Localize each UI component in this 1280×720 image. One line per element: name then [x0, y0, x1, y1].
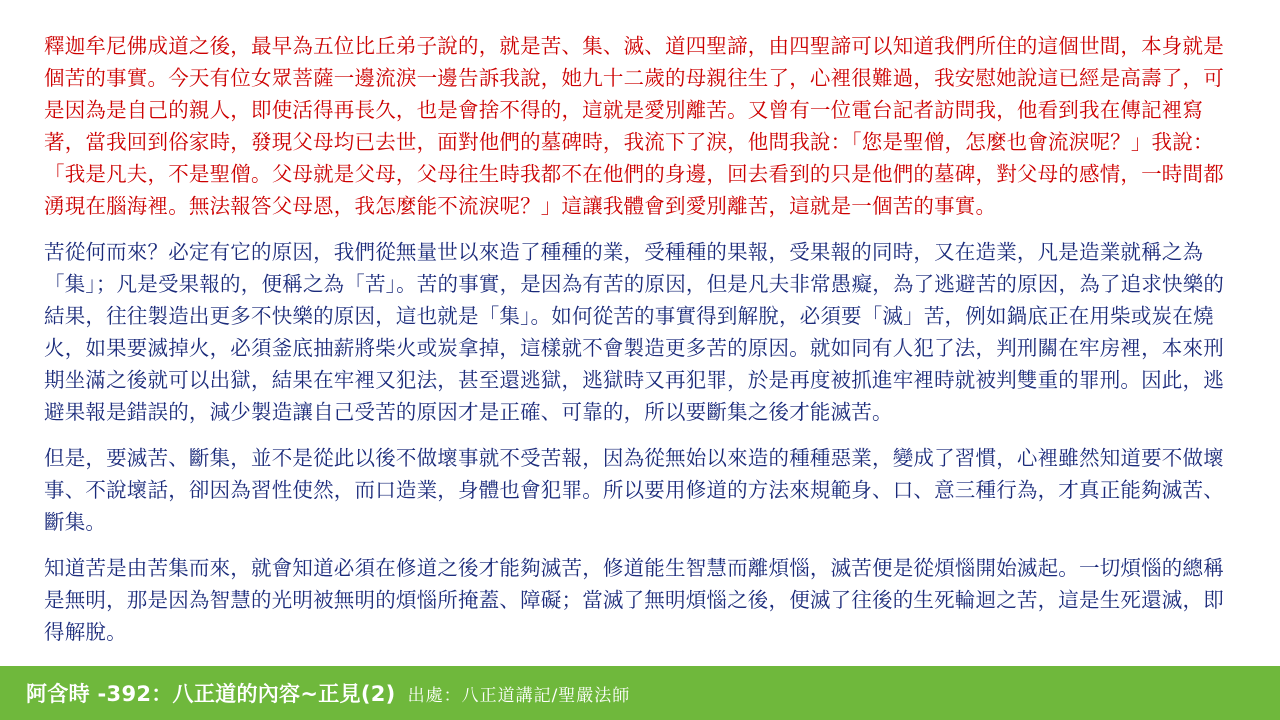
paragraph-4: 知道苦是由苦集而來，就會知道必須在修道之後才能夠滅苦，修道能生智慧而離煩惱，滅苦便是從煩惱開始滅起。一切煩惱的總稱是無明，那是因為智慧的光明被無明的煩惱所掩蓋、障礙；當滅了無明煩惱之後，便滅了往後的生死輪迴之苦，這是生死還滅，即得解脫。	[44, 556, 1224, 644]
main-content	[44, 30, 1240, 648]
footer-source: 出處：八正道講記/聖嚴法師	[407, 685, 631, 706]
footer-title: 阿含時 -392：八正道的內容~正見(2)	[26, 682, 396, 706]
paragraph-3: 但是，要滅苦、斷集，並不是從此以後不做壞事就不受苦報，因為從無始以來造的種種惡業，變成了習慣，心裡雖然知道要不做壞事、不說壞話，卻因為習性使然，而口造業，身體也會犯罪。所以要用修道的方法來規範身、口、意三種行為，才真正能夠滅苦、斷集。	[44, 446, 1224, 534]
paragraph-1: 釋迦牟尼佛成道之後，最早為五位比丘弟子說的，就是苦、集、滅、道四聖諦，由四聖諦可以知道我們所住的這個世間，本身就是個苦的事實。今天有位女眾菩薩一邊流淚一邊告訴我說，她九十二歲的母親往生了，心裡很難過，我安慰她說這已經是高壽了，可是因為是自己的親人，即使活得再長久，也是會捨不得的，這就是愛別離苦。又曾有一位電台記者訪問我，他看到我在傳記裡寫著，當我回到俗家時，發現父母均已去世，面對他們的墓碑時，我流下了淚，他問我說：「您是聖僧，怎麼也會流淚呢？」我說：「我是凡夫，不是聖僧。父母就是父母，父母往生時我都不在他們的身邊，回去看到的只是他們的墓碑，對父母的感情，一時間都湧現在腦海裡。無法報答父母恩，我怎麼能不流淚呢？」這讓我體會到愛別離苦，這就是一個苦的事實。	[44, 34, 1224, 218]
footer-bar	[0, 666, 1280, 720]
paragraph-2: 苦從何而來？必定有它的原因，我們從無量世以來造了種種的業，受種種的果報，受果報的同時，又在造業，凡是造業就稱之為「集」；凡是受果報的，便稱之為「苦」。苦的事實，是因為有苦的原因，但是凡夫非常愚癡，為了逃避苦的原因，為了追求快樂的結果，往往製造出更多不快樂的原因，這也就是「集」。如何從苦的事實得到解脫，必須要「滅」苦，例如鍋底正在用柴或炭在燒火，如果要滅掉火，必須釜底抽薪將柴火或炭拿掉，這樣就不會製造更多苦的原因。就如同有人犯了法，判刑關在牢房裡，本來刑期坐滿之後就可以出獄，結果在牢裡又犯法，甚至還逃獄，逃獄時又再犯罪，於是再度被抓進牢裡時就被判雙重的罪刑。因此，逃避果報是錯誤的，減少製造讓自己受苦的原因才是正確、可靠的，所以要斷集之後才能滅苦。	[44, 240, 1225, 424]
